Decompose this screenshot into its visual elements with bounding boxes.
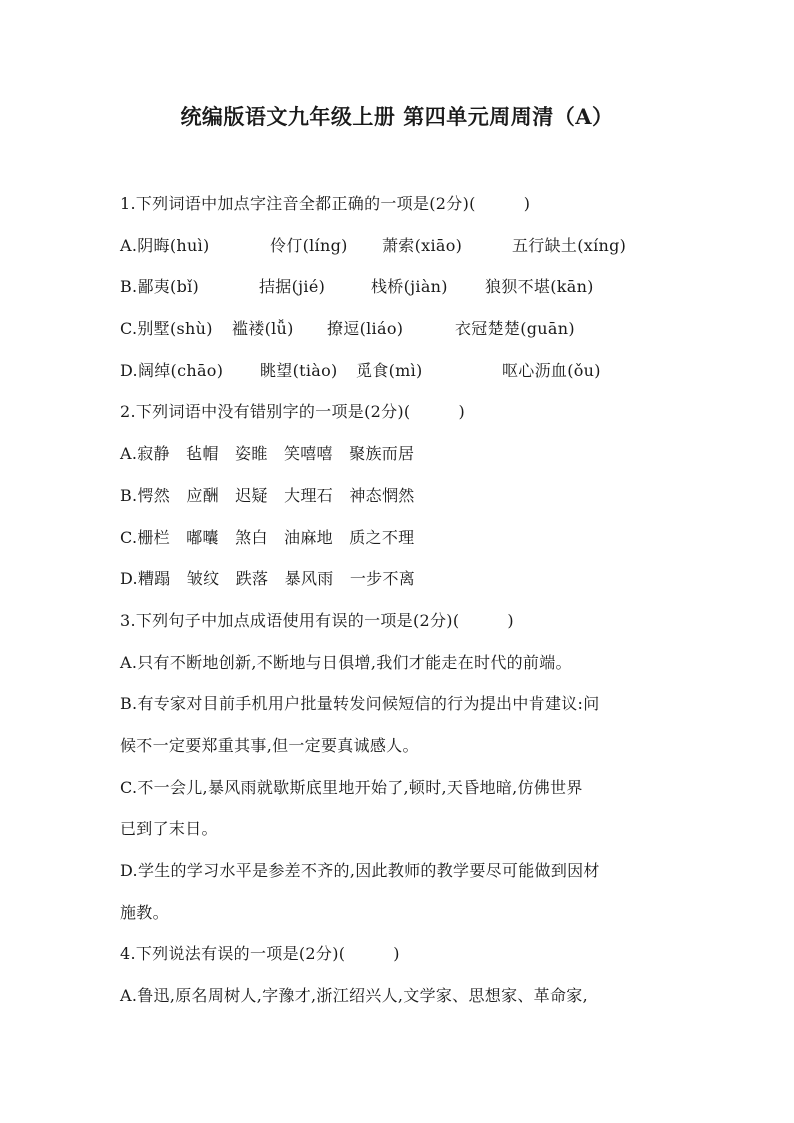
question-3-option-b-line-1: B.有专家对目前手机用户批量转发问候短信的行为提出中肯建议:问 [120,694,600,714]
page-title: 统编版语文九年级上册 第四单元周周清（A） [180,104,614,129]
question-1-option-d: D.阔绰(chāo) 眺望(tiào) 觅食(mì) 呕心沥血(ǒu) [120,360,601,380]
question-3-option-a: A.只有不断地创新,不断地与日俱增,我们才能走在时代的前端。 [120,652,572,672]
question-content [120,183,680,1017]
question-2-option-a: A.寂静 毡帽 姿睢 笑嘻嘻 聚族而居 [120,444,415,464]
question-3-stem: 3.下列句子中加点成语使用有误的一项是(2分)( ) [120,610,514,630]
question-3-option-d-line-2: 施教。 [120,902,169,922]
question-2-option-b: B.愕然 应酬 迟疑 大理石 神态惘然 [120,485,415,505]
question-3-option-c-line-2: 已到了末日。 [120,819,218,839]
question-3-option-b-line-2: 候不一定要郑重其事,但一定要真诚感人。 [120,735,419,755]
question-2-stem: 2.下列词语中没有错别字的一项是(2分)( ) [120,402,466,422]
question-2-option-c: C.栅栏 嘟囔 煞白 油麻地 质之不理 [120,527,415,547]
question-1-option-b: B.鄙夷(bǐ) 拮据(jié) 栈桥(jiàn) 狼狈不堪(kān) [120,277,594,297]
question-4-stem: 4.下列说法有误的一项是(2分)( ) [120,944,400,964]
question-3-option-c-line-1: C.不一会儿,暴风雨就歇斯底里地开始了,顿时,天昏地暗,仿佛世界 [120,777,583,797]
question-3-option-d-line-1: D.学生的学习水平是参差不齐的,因此教师的教学要尽可能做到因材 [120,861,600,880]
question-1-option-a: A.阴晦(huì) 伶仃(líng) 萧索(xiāo) 五行缺土(xíng) [120,235,627,255]
question-4-option-a-line-1: A.鲁迅,原名周树人,字豫才,浙江绍兴人,文学家、思想家、革命家, [120,986,588,1006]
question-1-stem: 1.下列词语中加点字注音全都正确的一项是(2分)( ) [120,194,531,213]
question-1-option-c: C.别墅(shù) 褴褛(lǚ) 撩逗(liáo) 衣冠楚楚(guān) [120,319,575,339]
question-2-option-d: D.糟蹋 皱纹 跌落 暴风雨 一步不离 [120,569,416,589]
